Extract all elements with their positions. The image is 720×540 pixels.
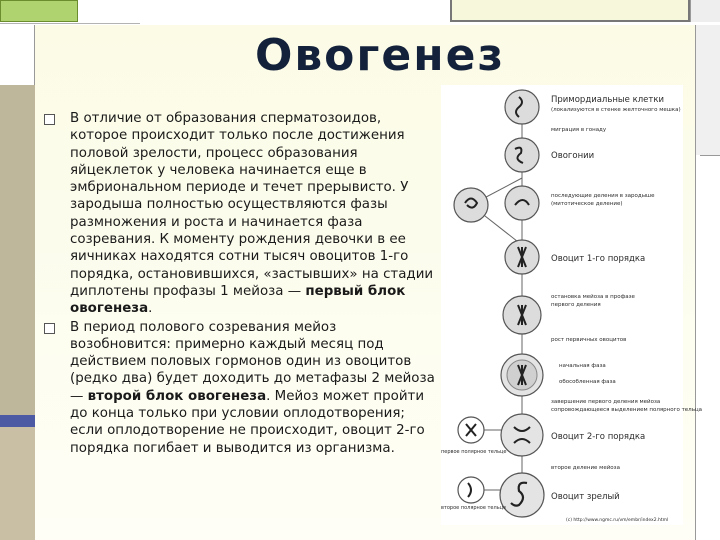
label-oogonia: Овогонии (551, 151, 595, 161)
cell-dividing-upper (505, 186, 539, 220)
bullet-marker (44, 114, 55, 125)
label-mitosis: последующие деления в зародыше (551, 193, 655, 199)
label-second-division: второе деление мейоза (551, 465, 620, 471)
bullet-marker (44, 323, 55, 334)
left-bar-tan (0, 85, 35, 415)
corner-line-top-left (0, 23, 140, 24)
label-primordial-sub: (локализуются в стенке желточного мешка) (551, 107, 681, 113)
bullet-item-1 (42, 110, 437, 318)
label-polar-2: второе полярное тельце (441, 505, 507, 511)
bullet-2-bold: второй блок овогенеза (87, 388, 267, 404)
label-phase-2: обособленная фаза (559, 379, 616, 385)
right-column-gray (695, 25, 720, 155)
bullet-1-bold: первый блок овогенеза (70, 283, 406, 317)
cell-primordial (505, 90, 539, 124)
label-completion-sub: сопровождающееся выделением полярного тельца (551, 407, 703, 413)
bullet-2-end: . Мейоз может пройти до конца только при условии оплодотворения; если оплодотворение не происходит, овоцит 2-го порядка погибает и выводится из организма. (70, 388, 425, 456)
oogenesis-diagram-svg (441, 85, 703, 525)
label-phase-1: начальная фаза (559, 363, 606, 369)
label-completion: завершение первого деления мейоза (551, 399, 661, 405)
bullet-item-2 (42, 319, 437, 457)
label-oocyte-2: Овоцит 2-го порядка (551, 432, 646, 442)
bullet-2-text: В период полового созревания мейоз возобновится: примерно каждый месяц под действием половых гормонов один из овоцитов (редко два) будет доходить до метафазы 2 мейоза — (70, 319, 435, 404)
cell-dividing-left (454, 188, 488, 222)
label-arrest-sub: первого деления (551, 302, 601, 308)
bullet-1-text: В отличие от образования сперматозоидов, которое происходит только после достижения половой зрелости, процесс образования яйцеклеток у человека начинается еще в эмбриональном периоде и течет прерывисто. У зародыша полностью осуществляются фазы размножения и роста и начинается фаза созревания. К моменту рождения девочки в ее яичниках находятся сотни тысяч овоцитов 1-го порядка, остановившихся, «застывших» на стадии диплотены профазы 1 мейоза — (70, 111, 434, 299)
label-mature: Овоцит зрелый (551, 492, 620, 502)
slide-title: Овогенез (254, 30, 506, 81)
bullet-1-end: . (148, 301, 153, 317)
cell-mature-ovum (500, 473, 544, 517)
left-bar-blue (0, 415, 35, 427)
top-right-tile (690, 0, 720, 22)
cell-growth (501, 354, 543, 396)
left-bar-gray (0, 25, 35, 85)
label-migration: миграция в гонаду (551, 127, 607, 133)
right-line (700, 155, 720, 156)
cell-oogonia (505, 138, 539, 172)
polar-body-2 (458, 477, 484, 503)
label-arrest: остановка мейоза в профазе (551, 294, 635, 300)
polar-body-1 (458, 417, 484, 443)
oogenesis-diagram (441, 85, 703, 525)
figure-source-caption: (c) http://www.ngmc.ru/vm/embr/index2.html (566, 518, 669, 523)
cell-oocyte-2 (501, 414, 543, 456)
label-oocyte-1: Овоцит 1-го порядка (551, 254, 646, 264)
cell-arrest (503, 296, 541, 334)
right-column-white (695, 155, 720, 540)
top-right-frame (450, 0, 690, 22)
label-polar-1: первое полярное тельце (441, 449, 507, 455)
label-growth: рост первичных овоцитов (551, 337, 627, 343)
bullet-list (42, 110, 437, 457)
cell-oocyte-1 (505, 240, 539, 274)
left-bar-sand (0, 427, 35, 540)
label-primordial: Примордиальные клетки (551, 95, 664, 105)
label-mitosis-sub: (митотическое деление) (551, 201, 623, 207)
corner-block-green (0, 0, 78, 22)
